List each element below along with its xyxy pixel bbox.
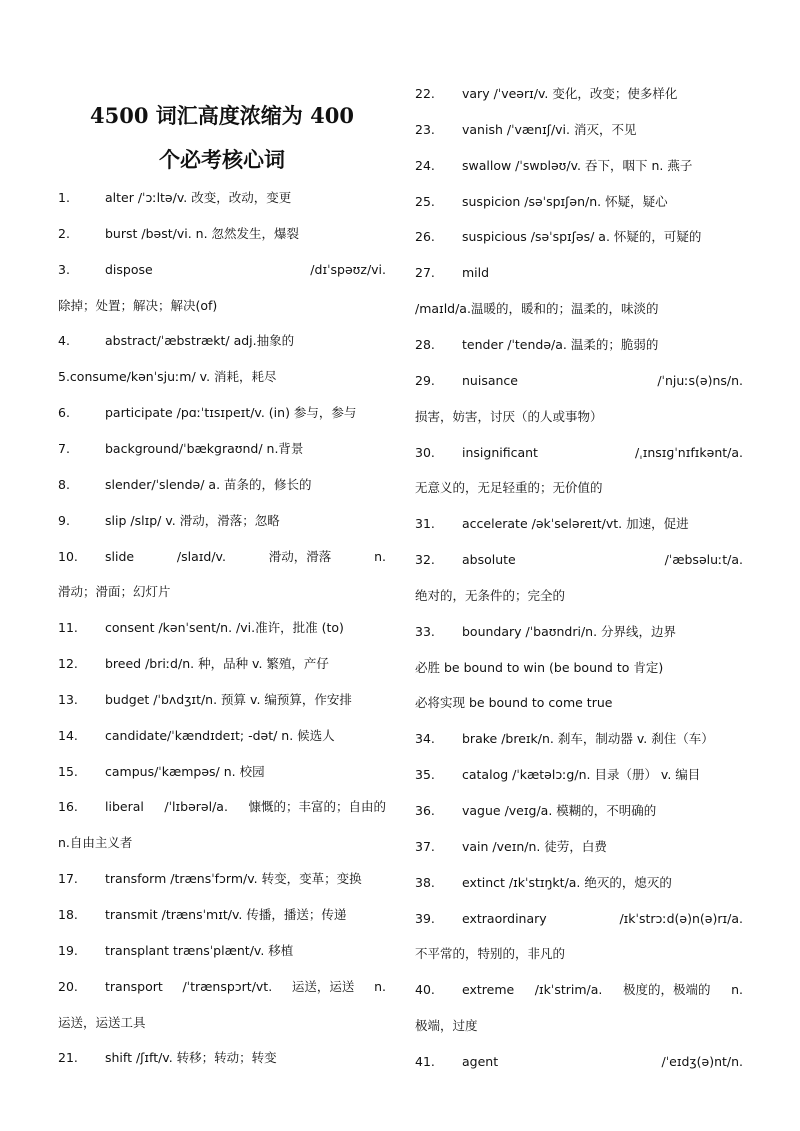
vocab-entry — [415, 76, 743, 112]
entry-text — [105, 539, 386, 575]
vocab-entry — [415, 793, 743, 829]
entry-part: /slaɪd/v. — [176, 548, 226, 564]
entry-number: 36. — [415, 803, 435, 818]
vocab-entry — [415, 363, 743, 399]
vocab-entry — [58, 467, 386, 503]
vocab-entry — [415, 112, 743, 148]
entry-part: 极度的，极端的 — [622, 982, 711, 998]
vocab-entry — [58, 646, 386, 682]
entry-number: 20. — [58, 978, 78, 994]
entry-number: 33. — [415, 623, 435, 639]
entry-part: liberal — [105, 799, 144, 815]
entry-number: 10. — [58, 548, 78, 564]
entry-part: 慷慨的；丰富的；自由的 — [248, 799, 386, 815]
vocab-entry — [415, 865, 743, 901]
entry-part: nuisance — [462, 372, 518, 388]
vocab-entry — [58, 216, 386, 252]
entry-part: transport — [105, 978, 163, 994]
entry-part: /ˈnjuːs(ə)ns/n. — [657, 372, 743, 388]
entry-part: dispose — [105, 261, 153, 277]
entry-text: participate /pɑːˈtɪsɪpeɪt/v. (in) 参与，参与 — [105, 405, 357, 421]
vocab-entry — [58, 969, 386, 1005]
vocab-entry — [415, 829, 743, 865]
entry-part: /ˈtrænspɔrt/vt. — [182, 978, 273, 994]
entry-number: 18. — [58, 907, 78, 922]
entry-text — [462, 435, 743, 471]
entry-text: accelerate /əkˈseləreɪt/vt. 加速，促进 — [462, 516, 689, 532]
entry-number: 30. — [415, 444, 435, 460]
vocab-entry — [415, 255, 743, 291]
entry-text: burst /bəst/vi. n. 忽然发生，爆裂 — [105, 225, 300, 241]
entry-number: 8. — [58, 476, 70, 492]
entry-number: 39. — [415, 910, 435, 926]
entry-text — [462, 363, 743, 399]
entry-number: 14. — [58, 727, 78, 743]
entry-number: 29. — [415, 372, 435, 388]
entry-number: 15. — [58, 763, 78, 779]
entry-continuation — [58, 1005, 386, 1041]
entry-number: 27. — [415, 265, 435, 281]
entry-part: /ˈæbsəluːt/a. — [664, 552, 743, 568]
continuation-text: 滑动；滑面；幻灯片 — [58, 584, 171, 600]
entry-continuation — [415, 470, 743, 506]
entry-part: extreme — [462, 982, 515, 998]
entry-text: brake /breɪk/n. 刹车，制动器 v. 刹住（车） — [462, 731, 714, 747]
entry-part: insignificant — [462, 444, 538, 460]
entry-text: vague /veɪg/a. 模糊的，不明确的 — [462, 803, 657, 818]
vocab-entry — [58, 897, 386, 933]
entry-number: 6. — [58, 405, 70, 421]
vocab-entry — [58, 1040, 386, 1076]
entry-number: 32. — [415, 552, 435, 568]
continuation-text: 除掉；处置；解决；解决(of) — [58, 297, 218, 313]
entry-text: suspicious /səˈspɪʃəs/ a. 怀疑的，可疑的 — [462, 229, 702, 245]
entry-continuation — [58, 288, 386, 324]
entry-number: 21. — [58, 1050, 78, 1066]
entry-number: 34. — [415, 731, 435, 747]
entry-number: 24. — [415, 157, 435, 173]
vocab-entry — [415, 901, 743, 937]
entry-continuation — [415, 936, 743, 972]
entry-text: abstract/ˈæbstrækt/ adj.抽象的 — [105, 333, 295, 349]
entry-text: boundary /ˈbaʊndri/n. 分界线，边界 — [462, 623, 677, 639]
entry-number: 12. — [58, 656, 78, 672]
entry-text: swallow /ˈswɒləʊ/v. 吞下，咽下 n. 燕子 — [462, 157, 693, 173]
entry-number: 1. — [58, 190, 70, 205]
entry-part: n. — [731, 982, 743, 998]
entry-number: 11. — [58, 620, 78, 636]
entry-text: consent /kənˈsent/n. /vi.准许，批准 (to) — [105, 620, 344, 636]
entry-part: slide — [105, 548, 135, 564]
vocab-entry — [415, 1044, 743, 1080]
entry-text: slender/ˈslendə/ a. 苗条的，修长的 — [105, 476, 312, 492]
vocab-entry — [415, 614, 743, 650]
entry-number: 19. — [58, 942, 78, 958]
entry-number: 3. — [58, 261, 70, 277]
entry-part: absolute — [462, 552, 516, 568]
page-title-line-1: 4500 词汇高度浓缩为 400 — [90, 103, 354, 128]
vocab-entry — [415, 721, 743, 757]
entry-text: alter /ˈɔːltə/v. 改变，改动，变更 — [105, 190, 292, 205]
entry-text: mild — [462, 265, 490, 281]
entry-number: 9. — [58, 512, 70, 528]
entry-continuation — [415, 650, 743, 686]
entry-number: 22. — [415, 86, 435, 101]
vocab-entry — [415, 435, 743, 471]
continuation-text: n.自由主义者 — [58, 835, 133, 851]
continuation-text: 极端，过度 — [415, 1018, 478, 1034]
vocab-entry — [415, 219, 743, 255]
entry-continuation — [58, 825, 386, 861]
entry-text — [105, 969, 386, 1005]
vocab-entry — [58, 861, 386, 897]
vocab-entry — [415, 506, 743, 542]
entry-text: transform /trænsˈfɔrm/v. 转变，变革；变换 — [105, 871, 362, 887]
entry-text: suspicion /səˈspɪʃən/n. 怀疑，疑心 — [462, 193, 668, 209]
vocab-entry — [58, 789, 386, 825]
continuation-text: 运送，运送工具 — [58, 1014, 146, 1030]
entry-number: 26. — [415, 229, 435, 245]
entry-text — [462, 1044, 743, 1080]
entry-part: extraordinary — [462, 910, 547, 926]
entry-number: 35. — [415, 767, 435, 783]
vocab-entry — [415, 757, 743, 793]
entry-text: budget /ˈbʌdʒɪt/n. 预算 v. 编预算，作安排 — [105, 691, 352, 707]
entry-part: 运送，运送 — [291, 978, 355, 994]
entry-continuation — [58, 359, 386, 395]
vocab-entry — [415, 327, 743, 363]
entry-text — [462, 972, 743, 1008]
entry-text: catalog /ˈkætəlɔːg/n. 目录（册） v. 编目 — [462, 767, 701, 783]
entry-text: vanish /ˈvænɪʃ/vi. 消灭，不见 — [462, 121, 637, 137]
vocab-entry — [58, 252, 386, 288]
entry-text — [462, 901, 743, 937]
entry-text: vain /veɪn/n. 徒劳，白费 — [462, 838, 607, 854]
vocab-entry — [415, 148, 743, 184]
entry-number: 2. — [58, 225, 70, 241]
vocab-entry — [58, 610, 386, 646]
entry-number: 25. — [415, 193, 435, 209]
vocab-entry — [415, 972, 743, 1008]
entry-continuation — [415, 578, 743, 614]
entry-part: 滑动，滑落 — [268, 548, 332, 564]
continuation-text: 必将实现 be bound to come true — [415, 695, 613, 711]
entry-part: /ˈeɪdʒ(ə)nt/n. — [661, 1053, 743, 1069]
entry-text — [105, 789, 386, 825]
vocab-entry — [58, 754, 386, 790]
entry-number: 38. — [415, 874, 435, 890]
entry-text: transmit /trænsˈmɪt/v. 传播，播送；传递 — [105, 907, 347, 922]
vocab-entry — [58, 395, 386, 431]
vocab-entry — [58, 431, 386, 467]
continuation-text: 必胜 be bound to win (be bound to 肯定) — [415, 659, 664, 675]
entry-text: campus/ˈkæmpəs/ n. 校园 — [105, 763, 265, 779]
entry-continuation — [58, 574, 386, 610]
entry-number: 41. — [415, 1053, 435, 1069]
vocab-entry — [58, 503, 386, 539]
entry-part: agent — [462, 1053, 499, 1069]
entry-text: extinct /ɪkˈstɪŋkt/a. 绝灭的，熄灭的 — [462, 874, 672, 890]
vocab-entry — [58, 933, 386, 969]
entry-part: /ˈlɪbərəl/a. — [164, 799, 228, 815]
entry-number: 37. — [415, 838, 435, 854]
continuation-text: 5.consume/kənˈsjuːm/ v. 消耗，耗尽 — [58, 369, 277, 385]
entry-continuation — [415, 291, 743, 327]
entry-text: slip /slɪp/ v. 滑动，滑落；忽略 — [105, 512, 280, 528]
vocab-entry — [58, 323, 386, 359]
continuation-text: 无意义的，无足轻重的；无价值的 — [415, 480, 603, 496]
entry-continuation — [415, 399, 743, 435]
entry-text: candidate/ˈkændɪdeɪt; -dət/ n. 候选人 — [105, 727, 335, 743]
entry-number: 28. — [415, 336, 435, 352]
entry-text: transplant trænsˈplænt/v. 移植 — [105, 942, 294, 958]
entry-part: /dɪˈspəʊz/vi. — [310, 261, 386, 277]
entry-number: 7. — [58, 440, 70, 456]
entry-number: 23. — [415, 121, 435, 137]
entry-continuation — [415, 685, 743, 721]
entry-part: /ˌɪnsɪɡˈnɪfɪkənt/a. — [635, 444, 743, 460]
entry-part: n. — [374, 548, 386, 564]
entry-number: 4. — [58, 333, 70, 349]
entry-part: /ɪkˈstrim/a. — [534, 982, 603, 998]
vocab-entry — [58, 682, 386, 718]
entry-text — [462, 542, 743, 578]
entry-number: 16. — [58, 799, 78, 815]
entry-text: breed /briːd/n. 种，品种 v. 繁殖，产仔 — [105, 656, 329, 672]
entry-text: vary /ˈveərɪ/v. 变化，改变；使多样化 — [462, 86, 678, 101]
page-title-line-2: 个必考核心词 — [159, 147, 285, 172]
vocab-entry — [415, 542, 743, 578]
entry-part: /ɪkˈstrɔːd(ə)n(ə)rɪ/a. — [619, 910, 743, 926]
entry-text: shift /ʃɪft/v. 转移；转动；转变 — [105, 1050, 277, 1066]
vocab-entry — [58, 180, 386, 216]
entry-number: 17. — [58, 871, 78, 887]
vocab-entry — [58, 539, 386, 575]
entry-continuation — [415, 1008, 743, 1044]
entry-text — [105, 252, 386, 288]
vocab-entry — [58, 718, 386, 754]
entry-number: 40. — [415, 982, 435, 998]
entry-text: tender /ˈtendə/a. 温柔的；脆弱的 — [462, 336, 659, 352]
continuation-text: /maɪld/a.温暖的，暖和的；温柔的，味淡的 — [415, 301, 659, 317]
continuation-text: 不平常的，特别的，非凡的 — [415, 946, 566, 962]
vocab-entry — [415, 184, 743, 220]
continuation-text: 损害，妨害，讨厌（的人或事物） — [415, 408, 603, 424]
entry-number: 13. — [58, 691, 78, 707]
entry-part: n. — [374, 978, 386, 994]
entry-text: background/ˈbækɡraʊnd/ n.背景 — [105, 440, 304, 456]
continuation-text: 绝对的，无条件的；完全的 — [415, 587, 566, 603]
entry-number: 31. — [415, 516, 435, 532]
